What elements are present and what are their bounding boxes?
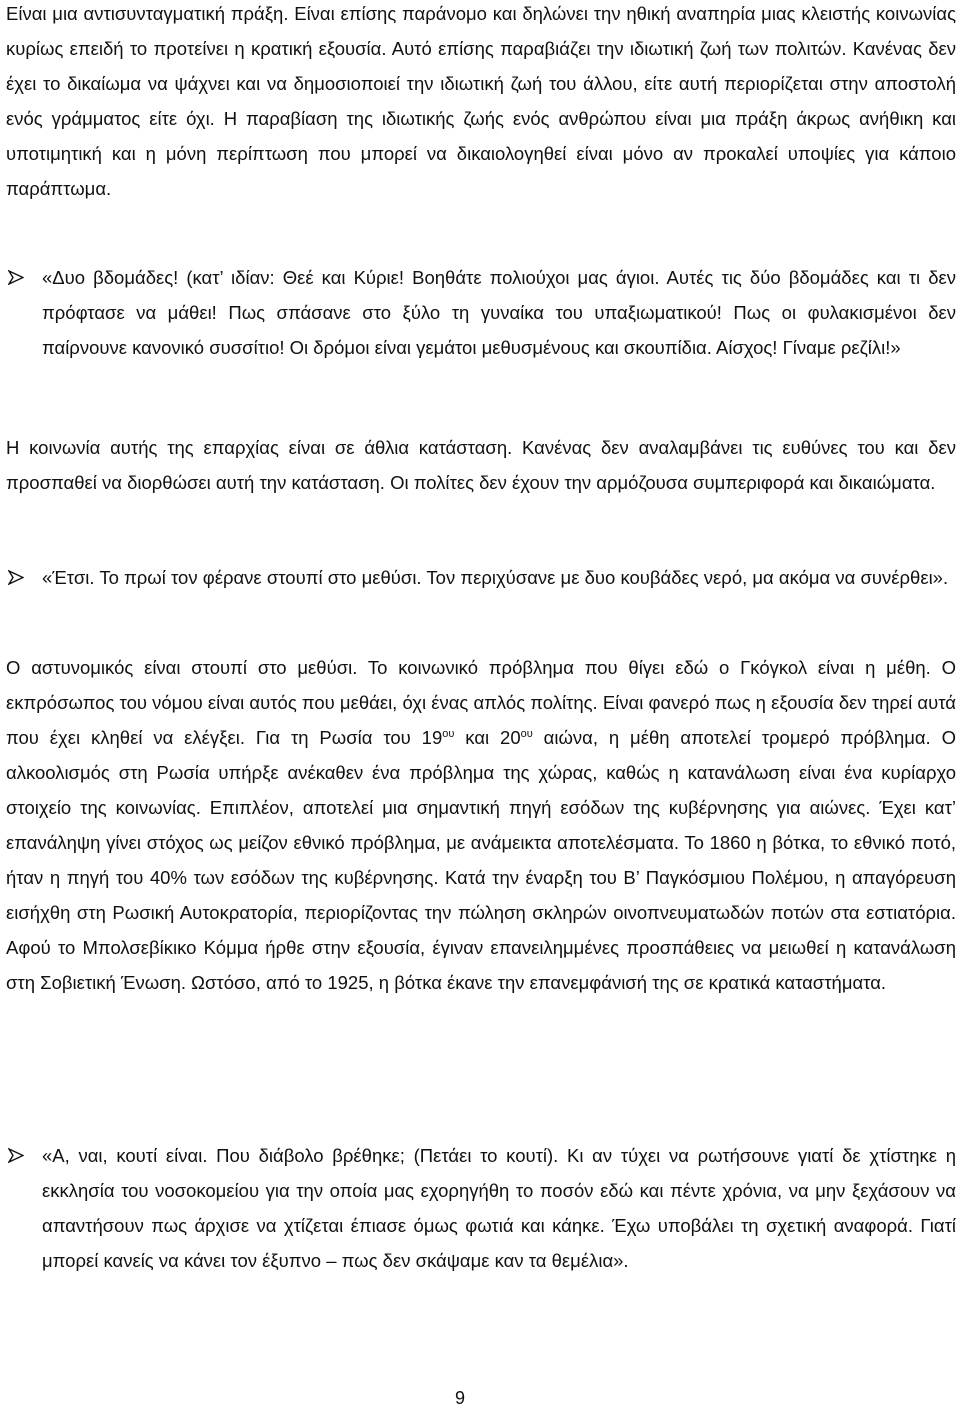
alcoholism-text-part1: Ο αστυνομικός είναι στουπί στο μεθύσι. Το κοινωνικό πρόβλημα που θίγει εδώ ο Γκόγκολ είναι η μέθη. Ο εκπρόσωπος του νόμου είναι αυτός που μεθάει, όχι ένας απλός πολίτης. Είναι φανερό πως η εξουσία δεν τηρεί αυτά που έχει κληθεί να ελέγξει. Για τη Ρωσία του 19	[6, 657, 956, 748]
ordinal-suffix: ου	[442, 728, 455, 740]
quote-text: «Δυο βδομάδες! (κατ’ ιδίαν: Θεέ και Κύριε! Βοηθάτε πολιούχοι μας άγιοι. Αυτές τις δύο βδομάδες και τι δεν πρόφτασε να μάθει! Πως σπάσανε στο ξύλο τη γυναίκα του υπαξιωματικού! Πως οι φυλακισμένοι δεν παίρνουνε κανονικό συσσίτιο! Οι δρόμοι είναι γεμάτοι μεθυσμένους και σκουπίδια. Αίσχος! Γίναμε ρεζίλι!»	[42, 267, 956, 358]
ordinal-suffix: ου	[520, 728, 533, 740]
arrowhead-bullet-icon	[6, 260, 26, 295]
paragraph-alcoholism	[6, 650, 956, 1000]
alcoholism-text-part2: και 20	[454, 727, 521, 748]
paragraph-privacy: Είναι μια αντισυνταγματική πράξη. Είναι επίσης παράνομο και δηλώνει την ηθική αναπηρία μιας κλειστής κοινωνίας κυρίως επειδή το προτείνει η κρατική εξουσία. Αυτό επίσης παραβιάζει την ιδιωτική ζωή των πολιτών. Κανένας δεν έχει το δικαίωμα να ψάχνει και να δημοσιοποιεί την ιδιωτική ζωή του άλλου, είτε αυτή περιορίζεται στην αποστολή ενός γράμματος είτε όχι. Η παραβίαση της ιδιωτικής ζωής ενός ανθρώπου είναι μια πράξη άκρως ανήθικη και υποτιμητική και η μόνη περίπτωση που μπορεί να δικαιολογηθεί είναι μόνο αν προκαλεί υποψίες για κάποιο παράπτωμα.	[6, 3, 956, 199]
quote-text: «Α, ναι, κουτί είναι. Που διάβολο βρέθηκε; (Πετάει το κουτί). Κι αν τύχει να ρωτήσουνε γιατί δε χτίστηκε η εκκλησία του νοσοκομείου για την οποία μας εχορηγήθη το ποσόν εδώ και πέντε χρόνια, να μην ξεχάσουν να απαντήσουν πως άρχισε να χτίζεται έπιασε όμως φωτιά και κάηκε. Έχω υποβάλει τη σχετική αναφορά. Γιατί μπορεί κανείς να κάνει τον έξυπνο – πως δεν σκάψαμε καν τα θεμέλια».	[42, 1145, 956, 1271]
alcoholism-text-part3: αιώνα, η μέθη αποτελεί τρομερό πρόβλημα. Ο αλκοολισμός στη Ρωσία υπήρξε ανέκαθεν ένα πρόβλημα της χώρας, καθώς η κατανάλωση είναι ένα κυρίαρχο στοιχείο της κοινωνίας. Επιπλέον, αποτελεί μια σημαντική πηγή εσόδων της κυβέρνησης για αιώνες. Έχει κατ’ επανάληψη γίνει στόχος ως μείζον εθνικό πρόβλημα, με ανάμεικτα αποτελέσματα. Το 1860 η βότκα, το εθνικό ποτό, ήταν η πηγή του 40% των εσόδων της κυβέρνησης. Κατά την έναρξη του Β’ Παγκόσμιου Πολέμου, η απαγόρευση εισήχθη στη Ρωσική Αυτοκρατορία, περιορίζοντας την πώληση σκληρών οινοπνευματωδών ποτών στα εστιατόρια. Αφού το Μπολσεβίκικο Κόμμα ήρθε στην εξουσία, έγιναν επανειλημμένες προσπάθειες να μειωθεί η κατανάλωση στη Σοβιετική Ένωση. Ωστόσο, από το 1925, η βότκα έκανε την επανεμφάνισή της σε κρατικά καταστήματα.	[6, 727, 956, 993]
arrowhead-bullet-icon	[6, 560, 26, 595]
paragraph-society: Η κοινωνία αυτής της επαρχίας είναι σε άθλια κατάσταση. Κανένας δεν αναλαμβάνει τις ευθύνες του και δεν προσπαθεί να διορθώσει αυτή την κατάσταση. Οι πολίτες δεν έχουν την αρμόζουσα συμπεριφορά και δικαιώματα.	[6, 437, 956, 493]
quote-text: «Έτσι. Το πρωί τον φέρανε στουπί στο μεθύσι. Τον περιχύσανε με δυο κουβάδες νερό, μα ακόμα να συνέρθει».	[42, 567, 949, 588]
arrowhead-bullet-icon	[6, 1138, 26, 1173]
page-number: 9	[454, 1388, 465, 1408]
